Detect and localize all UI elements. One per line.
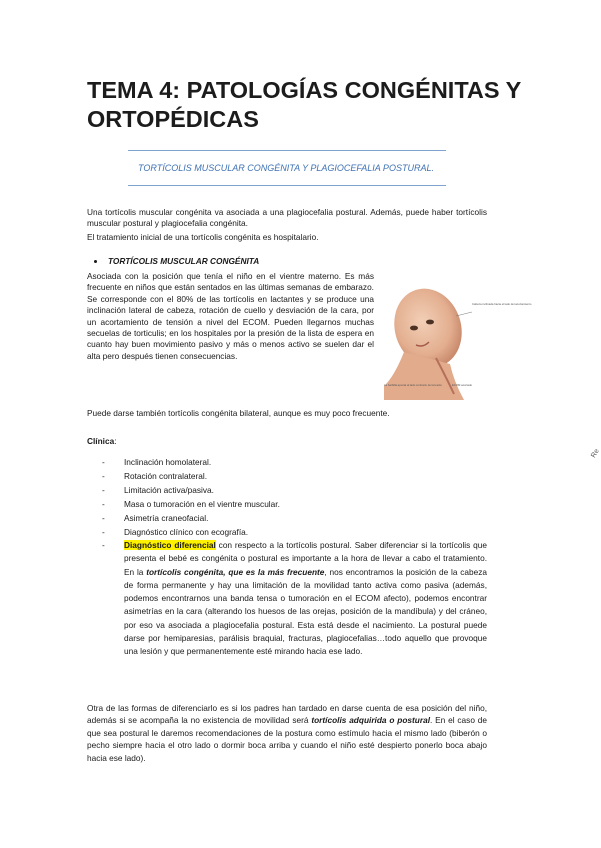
list-item bbox=[102, 455, 487, 469]
figure-label-head: Cabeza inclinada hacia el lado del acortamiento bbox=[472, 302, 532, 306]
dash-marker: - bbox=[102, 485, 105, 495]
list-item bbox=[102, 525, 487, 539]
final-text-2: . En el caso de que sea postural le daremos recomendaciones de la postura como estímulo hacia el mismo lado (biberón o pecho siempre hacia el otro lado o dormir boca arriba y cuando el niño esté despierto ponerlo boca abajo hacia ese lado). bbox=[87, 715, 487, 763]
diag-emphasis: tortícolis congénita, que es la más frecuente bbox=[146, 566, 325, 577]
section-heading bbox=[94, 256, 259, 266]
list-item-text: Masa o tumoración en el vientre muscular. bbox=[124, 499, 280, 509]
section-subtitle: TORTÍCOLIS MUSCULAR CONGÉNITA Y PLAGIOCEFALIA POSTURAL. bbox=[138, 163, 434, 173]
list-item-text: Inclinación homolateral. bbox=[124, 457, 212, 467]
bullet-icon bbox=[94, 260, 97, 263]
page-title: TEMA 4: PATOLOGÍAS CONGÉNITAS Y ORTOPÉDICAS bbox=[87, 77, 521, 132]
dash-marker: - bbox=[102, 471, 105, 481]
clinica-colon: : bbox=[114, 436, 117, 446]
callout-line bbox=[456, 312, 472, 316]
list-item-text: Rotación contralateral. bbox=[124, 471, 208, 481]
dash-marker: - bbox=[102, 499, 105, 509]
final-paragraph bbox=[87, 702, 487, 764]
eye-left bbox=[410, 326, 418, 331]
figure-label-ecom: ECOM acortado bbox=[452, 383, 473, 387]
list-item bbox=[102, 511, 487, 525]
final-text-1: Otra de las formas de diferenciarlo es si los padres han tardado en darse cuenta de esa posición del niño, además si se acompaña la no existencia de movilidad será bbox=[87, 703, 487, 726]
highlighted-term: Diagnóstico diferencial bbox=[124, 540, 216, 550]
dash-marker: - bbox=[102, 513, 105, 523]
clinica-list bbox=[102, 455, 487, 659]
section-heading-text: TORTÍCOLIS MUSCULAR CONGÉNITA bbox=[108, 256, 260, 266]
dash-marker: - bbox=[102, 540, 105, 550]
list-item bbox=[102, 469, 487, 483]
diag-text-2: , nos encontramos la posición de la cabeza de forma permanente y hay una limitación de la movilidad tanto activa como pasiva (además, podemos encontrarnos una banda tensa o tumoración en el ECOM afecto), podemos encontrar asimetrías en la cara (alterando los huesos de las orejas, posición de la mandíbula) y del cráneo, por eso va asociada a plagiocefalia postural. Esta está desde el nacimiento. La postural puede darse por hemiparesias, parálisis braquial, fracturas, plagiocefalias…todo aquello que provoque una lesión y que permanentemente esté mirando hacia ese lado. bbox=[124, 566, 487, 657]
dash-marker: - bbox=[102, 527, 105, 537]
intro-paragraph: Una tortícolis muscular congénita va asociada a una plagiocefalia postural. Además, puede haber tortícolis muscular postural y plagiocefalia congénita. bbox=[87, 207, 487, 229]
final-emphasis: tortícolis adquirida o postural bbox=[311, 715, 430, 726]
top-divider bbox=[128, 150, 446, 151]
infant-neck-shape bbox=[384, 352, 464, 400]
eye-right bbox=[426, 320, 434, 325]
list-item bbox=[102, 483, 487, 497]
list-item-differential bbox=[102, 539, 487, 659]
list-item bbox=[102, 497, 487, 511]
side-margin-text: Re bbox=[590, 447, 601, 460]
list-item-text: Limitación activa/pasiva. bbox=[124, 485, 214, 495]
figure-label-chin: La barbilla apunta al lado contrario de la lesión bbox=[384, 383, 442, 387]
infant-torticollis-illustration bbox=[384, 282, 532, 400]
bottom-divider bbox=[128, 185, 446, 186]
intro-paragraph-2: El tratamiento inicial de una tortícolis congénita es hospitalario. bbox=[87, 232, 319, 242]
clinica-heading bbox=[87, 436, 117, 446]
list-item-text: Asimetría craneofacial. bbox=[124, 513, 209, 523]
dash-marker: - bbox=[102, 457, 105, 467]
bilateral-note: Puede darse también tortícolis congénita bilateral, aunque es muy poco frecuente. bbox=[87, 408, 390, 418]
list-item-text: Diagnóstico clínico con ecografía. bbox=[124, 527, 249, 537]
diag-text-1: con respecto a la tortícolis postural. Saber diferenciar si la tortícolis que presenta el bebé es congénita o postural es importante a la hora de llevar a cabo el tratamiento. En la bbox=[124, 540, 487, 577]
clinica-label: Clínica bbox=[87, 436, 115, 446]
section-body: Asociada con la posición que tenía el niño en el vientre materno. Es más frecuente en niños que están sentados en las últimas semanas de embarazo. Se corresponde con el 80% de las tortícolis en lactantes y se produce una inclinación lateral de cabeza, rotación de cuello y desviación de la cara, por un acortamiento de tensión a nivel del ECOM. Pueden llegarnos muchas secuelas de torticulis; en los hospitales por la presión de la lista de espera en cuanto hay buen movimiento pasivo y más o menos activo se suelen dar el alta pero después tienen consecuencias. bbox=[87, 271, 374, 361]
